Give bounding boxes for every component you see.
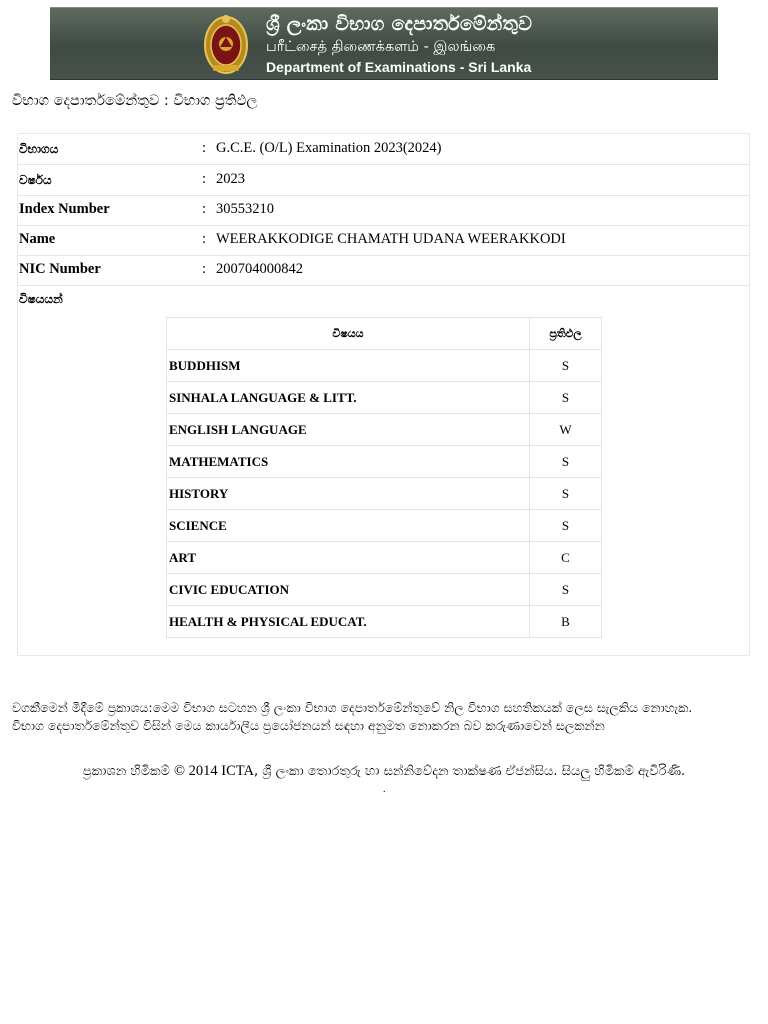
info-colon: : (202, 201, 207, 217)
info-row-index (18, 195, 749, 226)
subject-grade: S (530, 446, 602, 478)
copyright-year: © 2014 ICTA (174, 763, 254, 779)
info-colon: : (202, 171, 207, 187)
table-row (167, 446, 602, 478)
subject-grade: W (530, 414, 602, 446)
info-label-nic: NIC Number (19, 261, 101, 277)
table-row (167, 478, 602, 510)
subject-name: BUDDHISM (167, 350, 530, 382)
subject-name: SINHALA LANGUAGE & LITT. (167, 382, 530, 414)
table-row (167, 382, 602, 414)
disclaimer (12, 699, 762, 735)
column-header-result: ප්‍රතිඵල (530, 318, 602, 350)
subject-grade: B (530, 606, 602, 638)
table-row (167, 510, 602, 542)
subjects-label: විෂයයන් (19, 292, 63, 306)
table-row (167, 606, 602, 638)
header-banner (50, 7, 718, 80)
sri-lanka-emblem-icon (203, 11, 249, 75)
subject-grade: S (530, 574, 602, 606)
table-row (167, 574, 602, 606)
table-row (167, 542, 602, 574)
subject-grade: S (530, 510, 602, 542)
copyright-prefix: ප්‍රකාශන හිමිකම් (82, 764, 175, 779)
banner-title-tamil: பரீட்சைத் திணைக்களம் - இலங்கை (266, 39, 496, 55)
info-label-year: වර්ෂය (19, 173, 52, 187)
info-value-nic: 200704000842 (216, 261, 303, 277)
column-header-subject: විෂයය (167, 318, 530, 350)
subject-grade: C (530, 542, 602, 574)
footer-dot: . (383, 784, 386, 795)
info-label-exam: විභාගය (19, 142, 59, 156)
subject-name: ART (167, 542, 530, 574)
info-colon: : (202, 140, 207, 156)
disclaimer-line-2: විභාග දෙපාර්තමේන්තුව විසින් මෙය කාර්යාලීය ප්‍රයෝජනයන් සඳහා අනුමත නොකරන බව කරුණාවෙන් සලකන්න (12, 718, 605, 733)
subject-name: HISTORY (167, 478, 530, 510)
subjects-table (166, 317, 602, 638)
subject-name: SCIENCE (167, 510, 530, 542)
info-label-index: Index Number (19, 201, 110, 217)
banner-title-sinhala: ශ්‍රී ලංකා විභාග දෙපාර්තමේන්තුව (266, 13, 533, 35)
info-colon: : (202, 231, 207, 247)
table-header-row (167, 318, 602, 350)
subject-grade: S (530, 382, 602, 414)
table-row (167, 414, 602, 446)
subject-name: CIVIC EDUCATION (167, 574, 530, 606)
disclaimer-line-1: වගකීමෙන් මිදීමේ ප්‍රකාශය:මෙම විභාග සටහන ශ්‍රී ලංකා විභාග දෙපාර්තමේන්තුවේ නිල විභාග සහතිකයක් ලෙස සැලකිය නොහැක. (12, 700, 693, 715)
info-value-name: WEERAKKODIGE CHAMATH UDANA WEERAKKODI (216, 231, 566, 247)
banner-title-english: Department of Examinations - Sri Lanka (266, 59, 532, 75)
copyright-suffix: , ශ්‍රී ලංකා තොරතුරු හා සන්නිවේදන තාක්ෂණ ඒජන්සිය. සියලු හිමිකම් ඇවිරිණි. (253, 764, 686, 779)
table-row (167, 350, 602, 382)
page-title: විභාග දෙපාර්තමේන්තුව : විභාග ප්‍රතිඵල (12, 93, 258, 109)
subject-name: ENGLISH LANGUAGE (167, 414, 530, 446)
info-row-year (18, 165, 749, 196)
result-panel (17, 133, 750, 656)
info-label-name: Name (19, 231, 56, 247)
info-row-exam (18, 134, 749, 165)
info-row-nic (18, 255, 749, 286)
info-colon: : (202, 261, 207, 277)
subject-grade: S (530, 478, 602, 510)
subject-grade: S (530, 350, 602, 382)
subject-name: HEALTH & PHYSICAL EDUCAT. (167, 606, 530, 638)
info-value-exam: G.C.E. (O/L) Examination 2023(2024) (216, 140, 442, 156)
info-value-year: 2023 (216, 171, 245, 187)
info-value-index: 30553210 (216, 201, 274, 217)
info-row-name (18, 225, 749, 256)
copyright-notice (0, 763, 768, 780)
subject-name: MATHEMATICS (167, 446, 530, 478)
